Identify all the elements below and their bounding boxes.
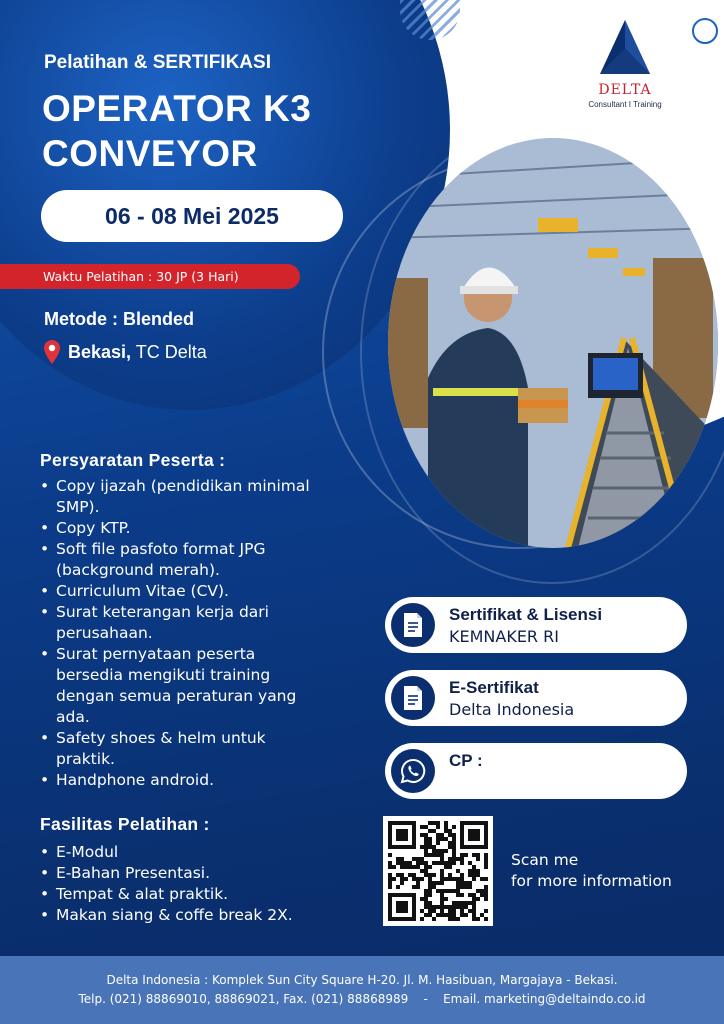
logo-name: DELTA <box>598 82 652 98</box>
location-city: Bekasi, <box>68 341 132 362</box>
footer-contact: Telp. (021) 88869010, 88869021, Fax. (021) 88868989 - Email. marketing@deltaindo.co.id <box>78 992 646 1006</box>
training-location <box>44 340 207 364</box>
footer <box>0 956 724 1024</box>
requirement-item: • Surat keterangan kerja dari perusahaan. <box>40 602 320 644</box>
location-venue: TC Delta <box>131 341 207 362</box>
facility-item: • E-Modul <box>40 842 320 863</box>
duration-text: Waktu Pelatihan : 30 JP (3 Hari) <box>43 269 239 284</box>
delta-logo <box>585 18 665 109</box>
qr-code[interactable] <box>383 816 493 926</box>
duration-banner <box>0 264 300 289</box>
whatsapp-icon[interactable] <box>391 749 435 793</box>
logo-tagline: Consultant I Training <box>588 100 662 109</box>
document-icon <box>391 603 435 647</box>
card-subtitle: KEMNAKER RI <box>449 626 559 646</box>
footer-address: Delta Indonesia : Komplek Sun City Square H-20. Jl. M. Hasibuan, Margajaya - Bekasi. <box>106 973 618 987</box>
warehouse-illustration <box>388 138 718 548</box>
qr-caption-line: Scan me <box>511 851 579 869</box>
title-line: OPERATOR K3 <box>42 88 312 129</box>
requirement-item: • Surat pernyataan peserta bersedia mengikuti training dengan semua peraturan yang ada. <box>40 644 320 728</box>
card-subtitle: Delta Indonesia <box>449 699 575 719</box>
qr-caption <box>511 850 672 892</box>
delta-triangle-icon <box>596 18 654 76</box>
document-icon <box>391 676 435 720</box>
facility-item: • E-Bahan Presentasi. <box>40 863 320 884</box>
requirements-heading: Persyaratan Peserta : <box>40 450 226 470</box>
facility-item: • Makan siang & coffe break 2X. <box>40 905 320 926</box>
facilities-list <box>40 842 320 926</box>
qr-code-image <box>383 816 493 926</box>
training-method: Metode : Blended <box>44 309 195 329</box>
conveyor-worker-photo <box>388 138 718 548</box>
contact-card[interactable] <box>385 743 687 799</box>
requirement-item: • Handphone android. <box>40 770 320 791</box>
requirement-item: • Copy KTP. <box>40 518 320 539</box>
requirement-item: • Curriculum Vitae (CV). <box>40 581 320 602</box>
e-certificate-card <box>385 670 687 726</box>
ring-decoration <box>692 18 718 44</box>
requirements-list <box>40 476 320 791</box>
certificate-card <box>385 597 687 653</box>
card-title: Sertifikat & Lisensi <box>449 604 603 624</box>
requirement-item: • Safety shoes & helm untuk praktik. <box>40 728 320 770</box>
map-pin-icon <box>44 340 60 364</box>
program-subtitle: Pelatihan & SERTIFIKASI <box>44 52 271 73</box>
contact-label: CP : <box>449 751 483 770</box>
requirement-item: • Soft file pasfoto format JPG (background merah). <box>40 539 320 581</box>
title-line: CONVEYOR <box>42 133 258 174</box>
requirement-item: • Copy ijazah (pendidikan minimal SMP). <box>40 476 320 518</box>
facilities-heading: Fasilitas Pelatihan : <box>40 814 210 834</box>
qr-caption-line: for more information <box>511 872 672 890</box>
date-badge: 06 - 08 Mei 2025 <box>41 190 343 242</box>
facility-item: • Tempat & alat praktik. <box>40 884 320 905</box>
card-title: E-Sertifikat <box>449 677 539 697</box>
program-title <box>42 86 311 176</box>
